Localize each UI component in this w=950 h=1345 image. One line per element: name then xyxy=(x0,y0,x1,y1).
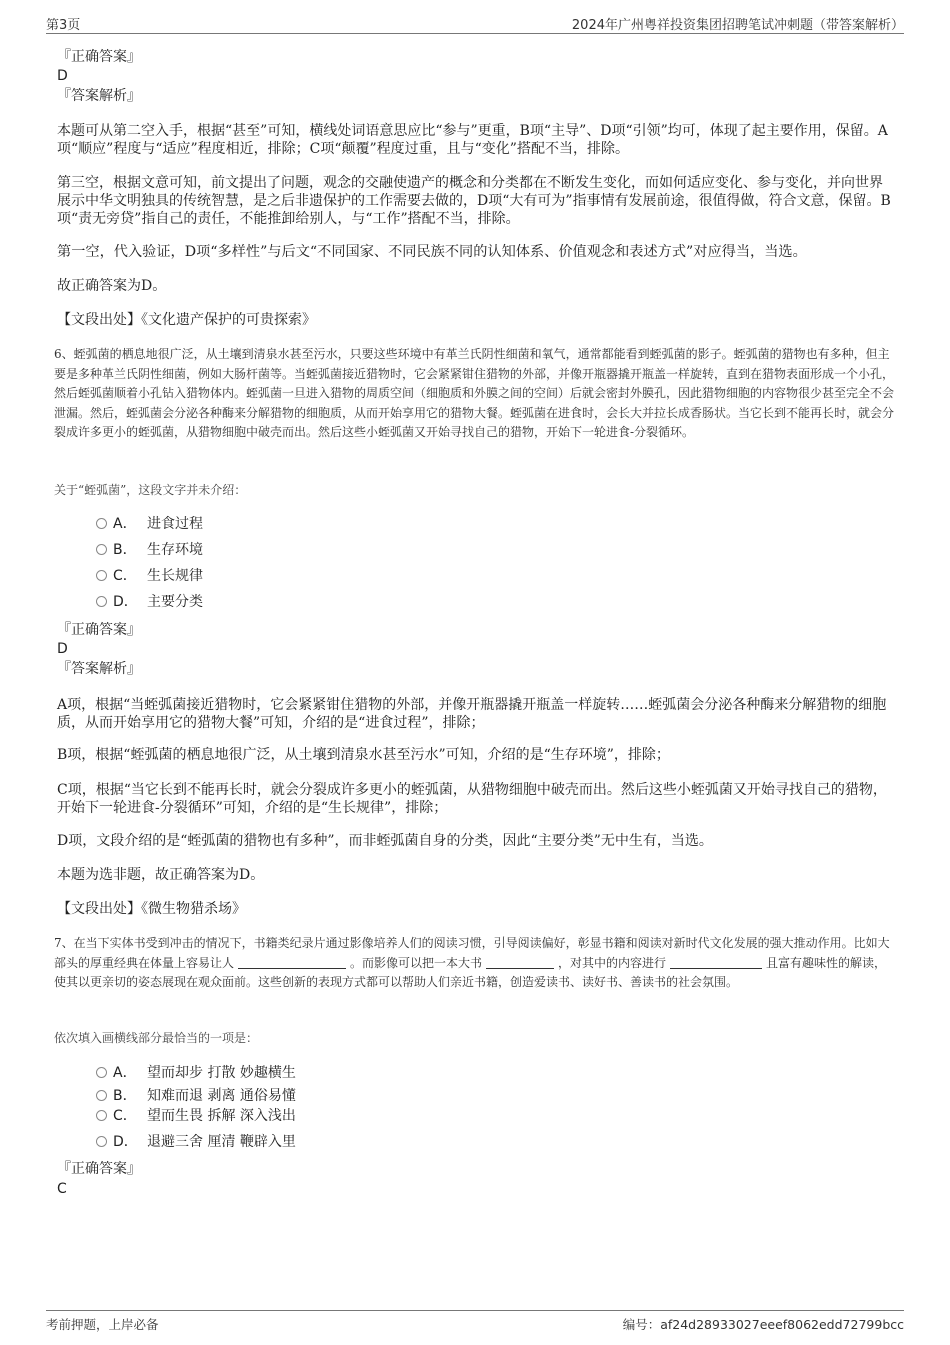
q7-answer-label: 『正确答案』 xyxy=(57,1161,141,1177)
q7-answer-value: C xyxy=(57,1181,67,1197)
q5-analysis-paragraph: 本题可从第二空入手，根据“甚至”可知，横线处词语意思应比“参与”更重，B项“主导”、D项“引领”均可，体现了起主要作用，保留。A项“顺应”程度与“适应”程度相近，排除；C项“颠覆”程度过重，且与“变化”搭配不当，排除。 xyxy=(57,123,888,157)
q6-source: 【文段出处】《微生物猎杀场》 xyxy=(57,901,246,917)
q6-answer-label: 『正确答案』 xyxy=(57,622,141,638)
q7-prompt: 依次填入画横线部分最恰当的一项是： xyxy=(54,1031,259,1045)
footer-slogan: 考前押题，上岸必备 xyxy=(46,1317,159,1332)
q6-option-c[interactable]: C． 生长规律 xyxy=(96,566,203,586)
document-title: 2024年广州粤祥投资集团招聘笔试冲刺题（带答案解析） xyxy=(571,18,904,33)
radio-icon[interactable] xyxy=(96,1090,107,1101)
q6-analysis-label: 『答案解析』 xyxy=(57,661,141,677)
q6-answer-value: D xyxy=(57,641,68,657)
q6-analysis-paragraph: C项，根据“当它长到不能再长时，就会分裂成许多更小的蛭弧菌，从猎物细胞中破壳而出。然后这些小蛭弧菌又开始寻找自己的猎物，开始下一轮进食-分裂循环”可知，介绍的是“生长规律”，排除； xyxy=(57,782,887,816)
q6-option-b[interactable]: B． 生存环境 xyxy=(96,540,203,560)
q5-analysis-paragraph: 故正确答案为D。 xyxy=(57,278,167,294)
q5-analysis-paragraph: 第一空，代入验证，D项“多样性”与后文“不同国家、不同民族不同的认知体系、价值观念和表述方式”对应得当，当选。 xyxy=(57,244,807,260)
radio-icon[interactable] xyxy=(96,544,107,555)
radio-icon[interactable] xyxy=(96,1136,107,1147)
radio-icon[interactable] xyxy=(96,1110,107,1121)
page-number: 第3页 xyxy=(46,18,81,33)
q6-analysis-paragraph: B项，根据“蛭弧菌的栖息地很广泛，从土壤到清泉水甚至污水”可知，介绍的是“生存环境”，排除； xyxy=(57,747,670,763)
q7-option-c[interactable]: C． 望而生畏 拆解 深入浅出 xyxy=(96,1106,296,1126)
q7-option-b[interactable]: B． 知难而退 剥离 通俗易懂 xyxy=(96,1086,296,1106)
q6-option-d[interactable]: D． 主要分类 xyxy=(96,592,203,612)
q6-analysis-paragraph: A项，根据“当蛭弧菌接近猎物时，它会紧紧钳住猎物的外部，并像开瓶器撬开瓶盖一样旋转……蛭弧菌会分泌各种酶来分解猎物的细胞质，从而开始享用它的猎物大餐”可知，介绍的是“进食过程”，排除； xyxy=(57,697,887,731)
q6-prompt: 关于“蛭弧菌”，这段文字并未介绍： xyxy=(54,483,247,497)
page-footer xyxy=(46,1310,904,1334)
fill-blank xyxy=(238,957,346,969)
radio-icon[interactable] xyxy=(96,518,107,529)
fill-blank xyxy=(670,957,762,969)
fill-blank xyxy=(486,957,554,969)
document-id: 编号：af24d28933027eeef8062edd72799bcc xyxy=(622,1317,904,1332)
q7-stem: 7、在当下实体书受到冲击的情况下，书籍类纪录片通过影像培养人们的阅读习惯，引导阅读偏好，彰显书籍和阅读对新时代文化发展的强大推动作用。比如大部头的厚重经典在体量上容易让人 。而影像可以把一本大书 ，对其中的内容进行 且富有趣味性的解读，使其以更亲切的姿态展现在观众面前。这些创新的表现方式都可以帮助人们亲近书籍，创造爱读书、读好书、善读书的社会氛围。 xyxy=(54,936,890,989)
radio-icon[interactable] xyxy=(96,1067,107,1078)
q5-source: 【文段出处】《文化遗产保护的可贵探索》 xyxy=(57,312,316,328)
q6-analysis-paragraph: D项，文段介绍的是“蛭弧菌的猎物也有多种”，而非蛭弧菌自身的分类，因此“主要分类”无中生有，当选。 xyxy=(57,833,713,849)
q5-analysis-paragraph: 第三空，根据文意可知，前文提出了问题，观念的交融使遗产的概念和分类都在不断发生变化，而如何适应变化、参与变化，并向世界展示中华文明独具的传统智慧，是之后非遗保护的工作需要去做的，D项“大有可为”指事情有发展前途，很值得做，符合文意，保留。B项“责无旁贷”指自己的责任，不能推卸给别人，与“工作”搭配不当，排除。 xyxy=(57,175,891,227)
q5-answer-value: D xyxy=(57,68,68,84)
q7-option-a[interactable]: A． 望而却步 打散 妙趣横生 xyxy=(96,1063,296,1083)
page-header xyxy=(46,12,904,34)
q5-analysis-label: 『答案解析』 xyxy=(57,88,141,104)
q6-stem: 6、蛭弧菌的栖息地很广泛，从土壤到清泉水甚至污水，只要这些环境中有革兰氏阴性细菌和氧气，通常都能看到蛭弧菌的影子。蛭弧菌的猎物也有多种，但主要是多种革兰氏阴性细菌，例如大肠杆菌等。当蛭弧菌接近猎物时，它会紧紧钳住猎物的外部，并像开瓶器撬开瓶盖一样旋转，直到在猎物表面形成一个小孔，然后蛭弧菌顺着小孔钻入猎物体内。蛭弧菌一旦进入猎物的周质空间（细胞质和外膜之间的空间）后就会密封外膜孔，因此猎物细胞的内容物很少甚至完全不会泄漏。然后，蛭弧菌会分泌各种酶来分解猎物的细胞质，从而开始享用它的猎物大餐。蛭弧菌在进食时，会长大并拉长成香肠状。当它长到不能再长时，就会分裂成许多更小的蛭弧菌，从猎物细胞中破壳而出。然后这些小蛭弧菌又开始寻找自己的猎物，开始下一轮进食-分裂循环。 xyxy=(54,347,895,439)
radio-icon[interactable] xyxy=(96,570,107,581)
q6-option-a[interactable]: A． 进食过程 xyxy=(96,514,203,534)
radio-icon[interactable] xyxy=(96,596,107,607)
q5-answer-label: 『正确答案』 xyxy=(57,49,141,65)
q7-option-d[interactable]: D． 退避三舍 厘清 鞭辟入里 xyxy=(96,1132,296,1152)
q6-analysis-paragraph: 本题为选非题，故正确答案为D。 xyxy=(57,867,265,883)
